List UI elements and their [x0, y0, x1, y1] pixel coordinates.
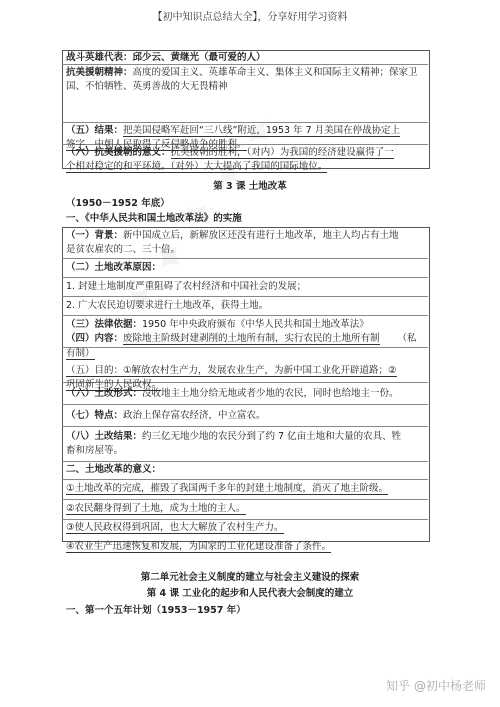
law-label: （三）法律依据：: [66, 319, 143, 330]
lesson3-title: 第 3 课 土地改革: [213, 181, 287, 192]
reason-label: （二）土地改革原因：: [66, 262, 162, 273]
spirit-label: 抗美援朝精神：: [66, 67, 133, 78]
spirit-text: 高度的爱国主义、英雄革命主义、集体主义和国际主义精神；保家卫国、不怕牺牲、英勇善战的大无畏精神: [66, 67, 418, 92]
feature-label: （七）特点：: [66, 410, 124, 421]
purpose-text-1: （五）目的：①解放农村生产力，发展农业生产，为新中国工业化开辟道路；②: [66, 365, 397, 376]
meaning-text-1: 抗美援朝的胜利，（对内）为我国的经济建设赢得了一: [170, 147, 394, 158]
spirit-block: [66, 66, 426, 94]
significance-2: ②农民翻身得到了土地，成为土地的主人。: [66, 503, 246, 514]
content-text-1: 废除地主阶级封建剥削的土地所有制，实行农民的土地所有制: [123, 333, 380, 344]
meaning-text-2: 个相对稳定的和平环境。（对外）大大提高了我国的国际地位。: [66, 161, 328, 172]
purpose-text-2: 巩固新生的人民政权。: [66, 379, 162, 390]
form-label: （六）土改形式：: [66, 388, 143, 399]
reason-2: 2. 广大农民迫切要求进行土地改革，获得土地。: [66, 300, 269, 311]
content-text-3: 有制）: [66, 348, 95, 359]
law-text: 1950 年中央政府颁布《中华人民共和国土地改革法》: [142, 319, 369, 330]
lesson3-period: （1950－1952 年底）: [66, 198, 170, 209]
result-text-2: 签字，中朝人民取得了反侵略战争的胜利。: [66, 139, 247, 150]
significance-1: ①土地改革的完成，摧毁了我国两千多年的封建土地制度，消灭了地主阶级。: [66, 483, 389, 494]
heroes-line: 战斗英雄代表：邱少云、黄继光（最可爱的人）: [66, 52, 266, 63]
result-text-1: 把美国侵略军赶回“三八线”附近，1953 年 7 月美国在停战协定上: [123, 125, 401, 136]
unit2-title: 第二单元社会主义制度的建立与社会主义建设的探索: [140, 572, 360, 583]
sec1-title: 一、《中华人民共和国土地改革法》的实施: [66, 213, 242, 224]
content-label: （四）内容：: [66, 333, 124, 344]
lesson4-title: 第 4 课 工业化的起步和人民代表大会制度的建立: [146, 588, 354, 599]
reason-1: 1. 封建土地制度严重阻碍了农村经济和中国社会的发展；: [66, 281, 307, 292]
footer-watermark: 知乎 @初中杨老师: [386, 679, 486, 693]
sec2-title: 二、土地改革的意义：: [66, 464, 162, 475]
meaning-label: （六）抗美援朝的意义：: [66, 147, 171, 158]
outcome-text-2: 畜和房屋等。: [66, 445, 124, 456]
outcome-text-1: 约三亿无地少地的农民分到了约 7 亿亩土地和大量的农具、牲: [142, 431, 402, 442]
bg-text-1: 新中国成立后，新解放区还没有进行土地改革，地主人均占有土地: [123, 230, 399, 241]
significance-3: ③使人民政权得到巩固，也大大解放了农村生产力。: [66, 522, 284, 533]
content-text-2: （私: [397, 333, 417, 344]
bg-label: （一）背景：: [66, 230, 124, 241]
feature-text: 政治上保存富农经济，中立富农。: [123, 410, 266, 421]
result-label: （五）结果：: [66, 125, 124, 136]
outcome-label: （八）土改结果：: [66, 431, 143, 442]
bg-text-2: 是贫农雇农的二、三十倍。: [66, 244, 181, 255]
form-text: 没收地主土地分给无地或者少地的农民，同时也给地主一份。: [142, 388, 399, 399]
page-header: 【初中知识点总结大全】，分享好用学习资料: [152, 12, 348, 23]
five-year-plan-title: 一、第一个五年计划（1953－1957 年）: [66, 605, 246, 616]
significance-4: ④农业生产迅速恢复和发展，为国家的工业化建设准备了条件。: [66, 541, 332, 552]
